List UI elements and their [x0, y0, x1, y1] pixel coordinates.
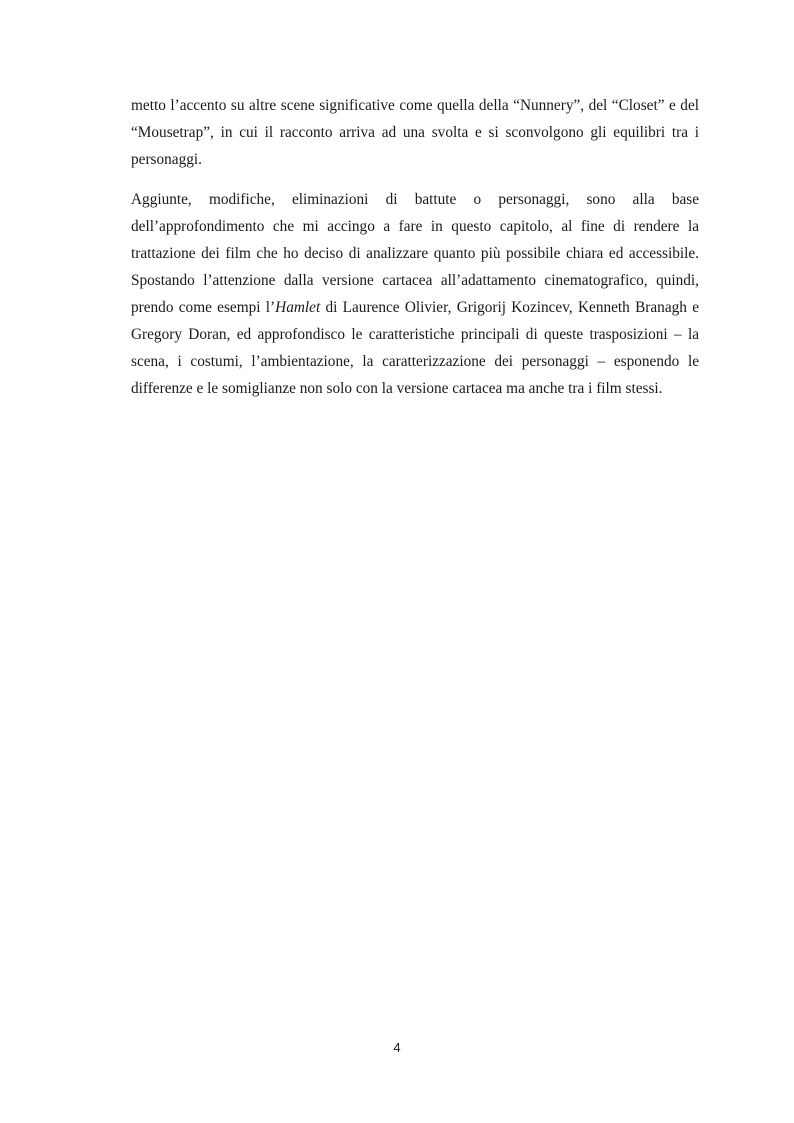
hamlet-title: Hamlet [275, 299, 321, 316]
paragraph-2-text-end: di Laurence Olivier, Grigorij Kozincev, Kenneth Branagh e Gregory Doran, ed approfondisco le caratteristiche principali di queste trasposizioni – la scena, i costumi, l’ambientazione, la caratterizzazione dei personaggi – esponendo le differenze e le somiglianze non solo con la versione cartacea ma anche tra i film stessi. [131, 299, 699, 397]
paragraph-2-text-start: Aggiunte, modifiche, eliminazioni di battute o personaggi, sono alla base dell’approfondimento che mi accingo a fare in questo capitolo, al fine di rendere la trattazione dei film che ho deciso di analizzare quanto più possibile chiara ed accessibile. Spostando l’attenzione dalla versione cartacea all’adattamento cinematografico, quindi, prendo come esempi l’ [131, 191, 699, 316]
paragraph-1: metto l’accento su altre scene significative come quella della “Nunnery”, del “Closet” e del “Mousetrap”, in cui il racconto arriva ad una svolta e si sconvolgono gli equilibri tra i personaggi. [131, 97, 699, 168]
paragraph-2 [131, 186, 699, 402]
page-number: 4 [393, 1040, 401, 1055]
body-text [131, 92, 699, 415]
